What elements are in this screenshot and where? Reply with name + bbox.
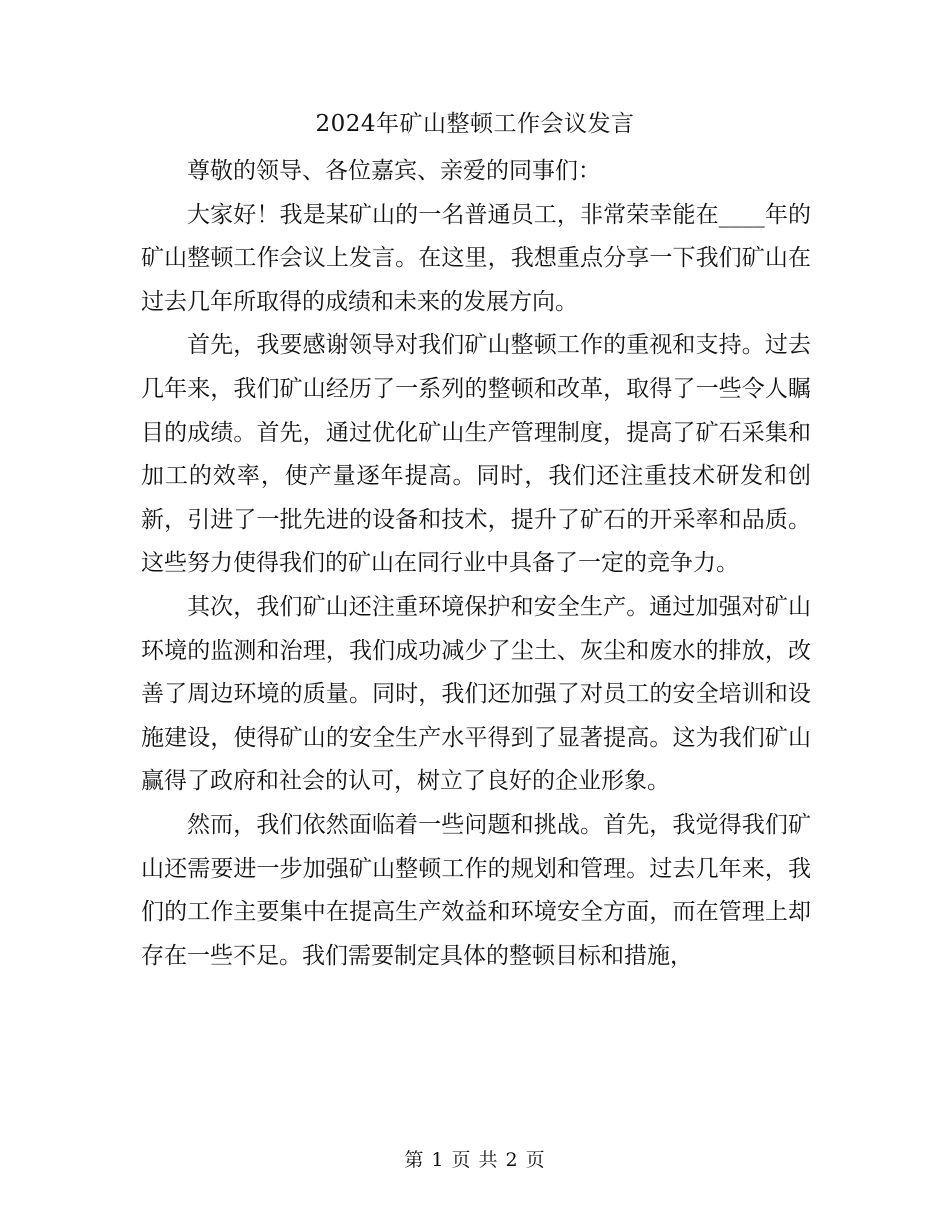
page-number-footer: 第 1 页 共 2 页: [404, 1149, 546, 1171]
document-title: 2024年矿山整顿工作会议发言: [315, 111, 635, 137]
achievements-paragraph: 首先，我要感谢领导对我们矿山整顿工作的重视和支持。过去几年来，我们矿山经历了一系列的整顿和改革，取得了一些令人瞩目的成绩。首先，通过优化矿山生产管理制度，提高了矿石采集和加工的效率，使产量逐年提高。同时，我们还注重技术研发和创新，引进了一批先进的设备和技术，提升了矿石的开采率和品质。这些努力使得我们的矿山在同行业中具备了一定的竞争力。: [141, 332, 811, 577]
challenges-paragraph: 然而，我们依然面临着一些问题和挑战。首先，我觉得我们矿山还需要进一步加强矿山整顿工作的规划和管理。过去几年来，我们的工作主要集中在提高生产效益和环境安全方面，而在管理上却存在一些不足。我们需要制定具体的整顿目标和措施，: [141, 811, 811, 969]
salutation-paragraph: 尊敬的领导、各位嘉宾、亲爱的同事们：: [187, 158, 601, 184]
environment-safety-paragraph: 其次，我们矿山还注重环境保护和安全生产。通过加强对矿山环境的监测和治理，我们成功减少了尘土、灰尘和废水的排放，改善了周边环境的质量。同时，我们还加强了对员工的安全培训和设施建设，使得矿山的安全生产水平得到了显著提高。这为我们矿山赢得了政府和社会的认可，树立了良好的企业形象。: [141, 593, 811, 795]
document-body: [141, 150, 811, 978]
intro-paragraph: 大家好！我是某矿山的一名普通员工，非常荣幸能在____年的矿山整顿工作会议上发言。在这里，我想重点分享一下我们矿山在过去几年所取得的成绩和未来的发展方向。: [141, 201, 811, 315]
